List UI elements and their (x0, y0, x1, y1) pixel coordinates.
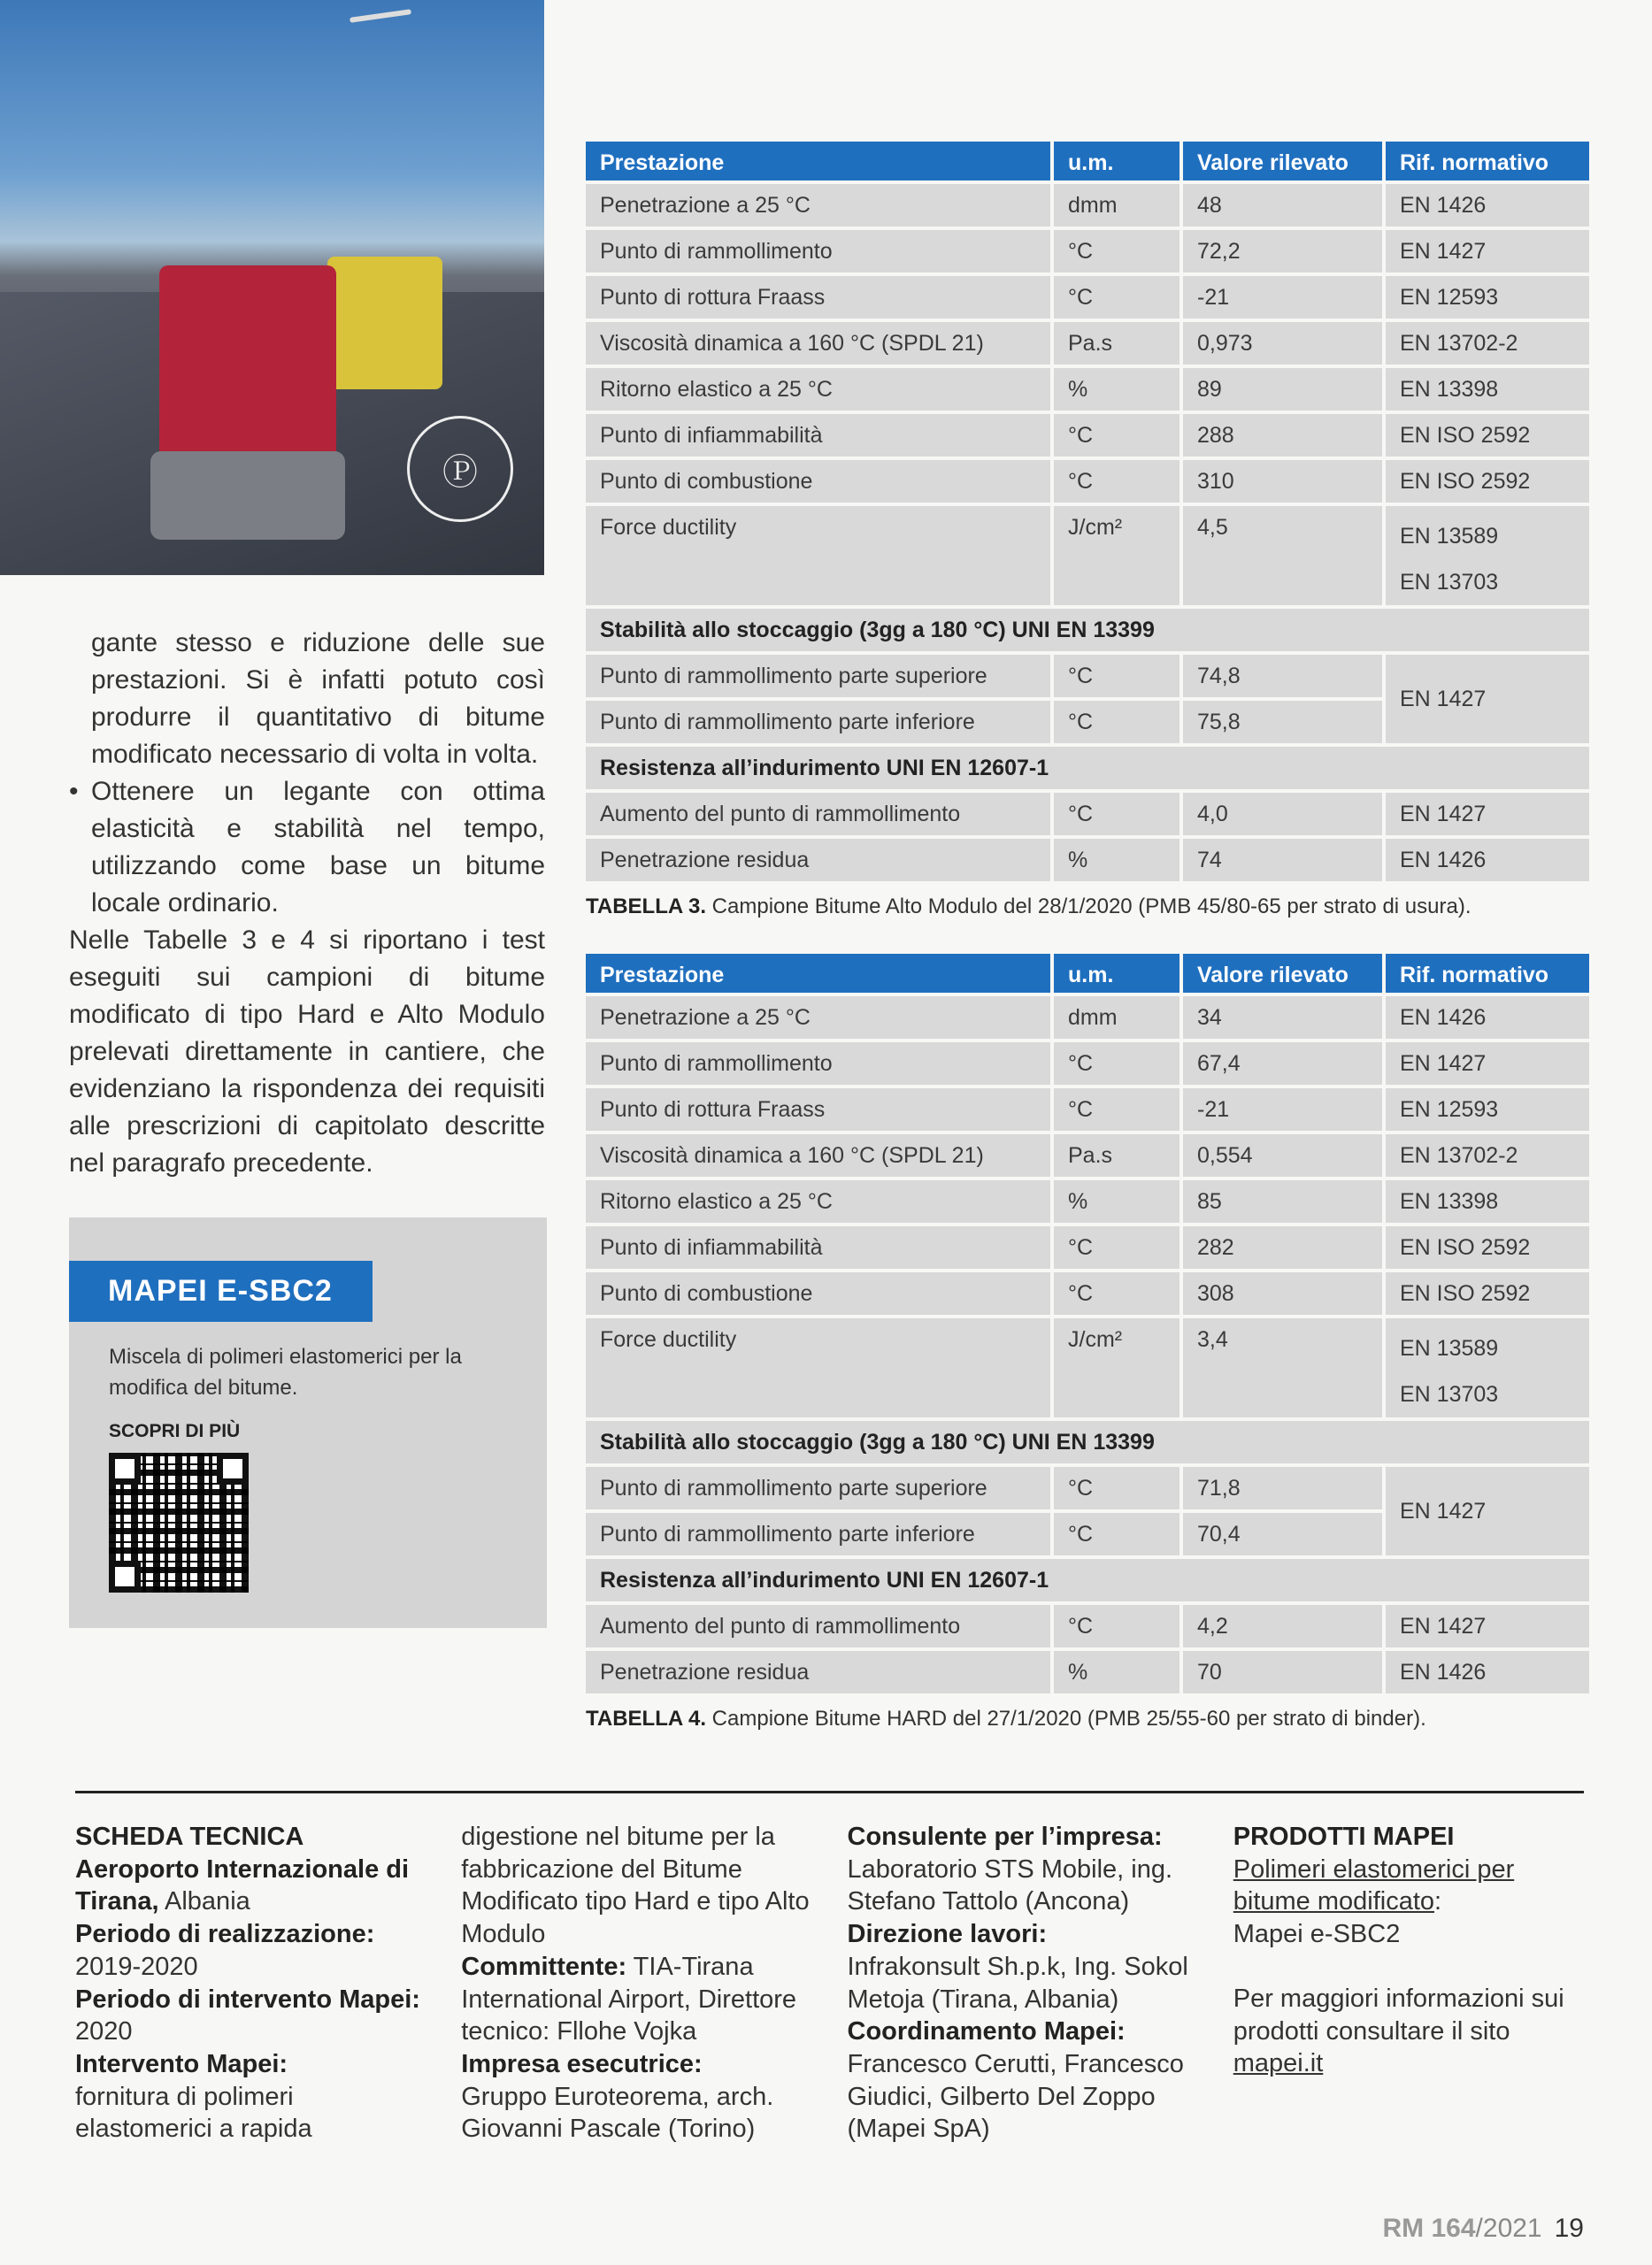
table-cell: 67,4 (1183, 1042, 1382, 1085)
discover-more-label: SCOPRI DI PIÙ (109, 1421, 241, 1441)
table-cell: EN ISO 2592 (1386, 1272, 1589, 1315)
column-header: u.m. (1054, 142, 1179, 180)
table-cell: 0,554 (1183, 1134, 1382, 1177)
table-cell: % (1054, 368, 1179, 411)
table-cell: Punto di rammollimento parte inferiore (586, 701, 1050, 743)
roller-red (159, 265, 336, 513)
table-cell: EN 1426 (1386, 1651, 1589, 1693)
paragraph: Nelle Tabelle 3 e 4 si riportano i test eseguiti sui campioni di bitume modificato di tipo Hard e Alto Modulo prelevati direttamente in cantiere, che evidenziano la rispondenza dei requisiti alle prescrizioni di capitolato descritte nel paragrafo precedente. (69, 925, 545, 1178)
products-link[interactable]: Polimeri elastomerici per bitume modificato (1233, 1854, 1515, 1916)
table-row (586, 1272, 1589, 1315)
table-cell: EN ISO 2592 (1386, 1226, 1589, 1269)
table-cell: EN ISO 2592 (1386, 414, 1589, 457)
table-row (586, 1134, 1589, 1177)
table-cell: % (1054, 839, 1179, 881)
table-cell: °C (1054, 655, 1179, 697)
table-cell: -21 (1183, 276, 1382, 319)
table-cell: Punto di infiammabilità (586, 414, 1050, 457)
table-cell: 4,0 (1183, 793, 1382, 835)
paragraph: gante stesso e riduzione delle sue prestazioni. Si è infatti potuto così produrre il quantitativo di bitume modificato necessario di volta in volta. (91, 628, 545, 769)
column-header: Rif. normativo (1386, 142, 1589, 180)
table-cell: 70,4 (1183, 1513, 1382, 1555)
product-title: MAPEI E-SBC2 (69, 1261, 373, 1322)
table-cell: EN 13589 EN 13703 (1386, 506, 1589, 605)
table-cell: Pa.s (1054, 322, 1179, 365)
table-cell: °C (1054, 230, 1179, 273)
table-cell: -21 (1183, 1088, 1382, 1131)
table-cell: Punto di rammollimento (586, 230, 1050, 273)
table-cell: 310 (1183, 460, 1382, 503)
table-cell: 74 (1183, 839, 1382, 881)
table-cell: EN 1426 (1386, 996, 1589, 1039)
table-4-caption: TABELLA 4. Campione Bitume HARD del 27/1/2020 (PMB 25/55-60 per strato di binder). (586, 1707, 1426, 1731)
table-cell: °C (1054, 1088, 1179, 1131)
table-cell: 34 (1183, 996, 1382, 1039)
table-cell: °C (1054, 1467, 1179, 1509)
table-cell: °C (1054, 1042, 1179, 1085)
table-cell: Resistenza all’indurimento UNI EN 12607-1 (586, 1559, 1589, 1601)
table-cell: EN 12593 (1386, 1088, 1589, 1131)
table-cell: Penetrazione a 25 °C (586, 996, 1050, 1039)
table-row (586, 1180, 1589, 1223)
table-cell: 3,4 (1183, 1318, 1382, 1417)
table-cell: °C (1054, 1226, 1179, 1269)
table-row (586, 1088, 1589, 1131)
table-cell: Viscosità dinamica a 160 °C (SPDL 21) (586, 322, 1050, 365)
table-cell: 4,2 (1183, 1605, 1382, 1647)
table-cell: 89 (1183, 368, 1382, 411)
table-cell: 282 (1183, 1226, 1382, 1269)
roller-yellow (327, 257, 442, 389)
product-box (69, 1217, 547, 1628)
table-cell: Force ductility (586, 1318, 1050, 1417)
table-cell: EN 1426 (1386, 184, 1589, 226)
table-row (586, 368, 1589, 411)
table-cell: 308 (1183, 1272, 1382, 1315)
table-row (586, 839, 1589, 881)
technical-sheet: SCHEDA TECNICA Aeroporto Internazionale di Tirana, Albania Periodo di realizzazione: 2019-2020 Periodo di intervento Mapei: 2020 Intervento Mapei: fornitura di polimeri elastomerici a rapida digestione nel bitume per la fabbricazione del Bitume Modificato tipo Hard e tipo Alto Modulo Committente: TIA-Tirana International Airport, Direttore tecnico: Fllohe Vojka Impresa esecutrice: Gruppo Euroteorema, arch. Giovanni Pascale (Torino) Consulente per l’impresa: Laboratorio STS Mobile, ing. Stefano Tattolo (Ancona) Direzione lavori: Infrakonsult Sh.p.k, Ing. Sokol Metoja (Tirana, Albania) Coordinamento Mapei: Francesco Cerutti, Francesco Giudici, Gilberto Del Zoppo (Mapei SpA) PRODOTTI MAPEI Polimeri elastomerici per bitume modificato: Mapei e-SBC2 Per maggiori informazioni sui prodotti consultare il sito mapei.it (75, 1823, 1564, 2144)
table-cell: 74,8 (1183, 655, 1382, 697)
header-row (586, 142, 1589, 180)
euroteorema-logo: Ⓟ (407, 416, 513, 522)
scheda-title: SCHEDA TECNICA (75, 1823, 304, 1851)
table-cell: 48 (1183, 184, 1382, 226)
table-row (586, 230, 1589, 273)
section-row (586, 609, 1589, 651)
table-cell: 70 (1183, 1651, 1382, 1693)
table-cell: EN ISO 2592 (1386, 460, 1589, 503)
header-row (586, 954, 1589, 993)
table-cell: EN 1427 (1386, 793, 1589, 835)
table-row (586, 996, 1589, 1039)
table-cell: EN 1427 (1386, 230, 1589, 273)
table-cell: Aumento del punto di rammollimento (586, 793, 1050, 835)
table-cell: 72,2 (1183, 230, 1382, 273)
column-header: u.m. (1054, 954, 1179, 993)
table-cell: Punto di rammollimento parte inferiore (586, 1513, 1050, 1555)
column-header: Rif. normativo (1386, 954, 1589, 993)
table-cell: EN 1427 (1386, 655, 1589, 743)
product-description: Miscela di polimeri elastomerici per la modifica del bitume. (109, 1345, 462, 1400)
table-cell: Resistenza all’indurimento UNI EN 12607-1 (586, 747, 1589, 789)
table-cell: EN 1427 (1386, 1605, 1589, 1647)
table-cell: Aumento del punto di rammollimento (586, 1605, 1050, 1647)
tables-column (582, 138, 1584, 1732)
airplane (350, 9, 411, 23)
table-cell: Force ductility (586, 506, 1050, 605)
table-cell: dmm (1054, 184, 1179, 226)
table-cell: °C (1054, 1272, 1179, 1315)
table-cell: °C (1054, 460, 1179, 503)
table-row (586, 655, 1589, 697)
table-cell: °C (1054, 414, 1179, 457)
table-cell: Stabilità allo stoccaggio (3gg a 180 °C) UNI EN 13399 (586, 1421, 1589, 1463)
table-row (586, 793, 1589, 835)
table-cell: % (1054, 1180, 1179, 1223)
table-row (586, 276, 1589, 319)
table-cell: J/cm² (1054, 506, 1179, 605)
construction-photo (0, 0, 544, 575)
table-cell: 71,8 (1183, 1467, 1382, 1509)
column-header: Valore rilevato (1183, 142, 1382, 180)
table-cell: Punto di rammollimento parte superiore (586, 1467, 1050, 1509)
table-3 (582, 138, 1593, 885)
table-cell: EN 13589 EN 13703 (1386, 1318, 1589, 1417)
page-footer: RM 164/2021 19 (1382, 2214, 1584, 2243)
table-row (586, 322, 1589, 365)
table-cell: EN 12593 (1386, 276, 1589, 319)
table-cell: Punto di infiammabilità (586, 1226, 1050, 1269)
table-cell: EN 13702-2 (1386, 1134, 1589, 1177)
table-cell: Penetrazione residua (586, 1651, 1050, 1693)
table-cell: °C (1054, 793, 1179, 835)
table-row (586, 1605, 1589, 1647)
article-body (69, 625, 545, 1182)
table-cell: % (1054, 1651, 1179, 1693)
bullet-item: • Ottenere un legante con ottima elasticità e stabilità nel tempo, utilizzando come base un bitume locale ordinario. (69, 773, 545, 922)
section-row (586, 747, 1589, 789)
table-cell: °C (1054, 1605, 1179, 1647)
table-cell: Punto di rammollimento parte superiore (586, 655, 1050, 697)
section-row (586, 1421, 1589, 1463)
table-cell: °C (1054, 276, 1179, 319)
table-cell: EN 1427 (1386, 1467, 1589, 1555)
column-header: Prestazione (586, 954, 1050, 993)
table-cell: EN 13702-2 (1386, 322, 1589, 365)
table-row (586, 184, 1589, 226)
table-3-caption: TABELLA 3. Campione Bitume Alto Modulo del 28/1/2020 (PMB 45/80-65 per strato di usura). (586, 894, 1471, 918)
table-cell: °C (1054, 1513, 1179, 1555)
column-header: Valore rilevato (1183, 954, 1382, 993)
table-cell: 75,8 (1183, 701, 1382, 743)
section-row (586, 1559, 1589, 1601)
table-row (586, 1042, 1589, 1085)
table-cell: Punto di rammollimento (586, 1042, 1050, 1085)
table-row (586, 506, 1589, 605)
column-header: Prestazione (586, 142, 1050, 180)
qr-code[interactable] (109, 1453, 249, 1593)
table-cell: Viscosità dinamica a 160 °C (SPDL 21) (586, 1134, 1050, 1177)
table-row (586, 1226, 1589, 1269)
table-row (586, 1318, 1589, 1417)
table-row (586, 1651, 1589, 1693)
table-cell: EN 1426 (1386, 839, 1589, 881)
table-cell: Penetrazione a 25 °C (586, 184, 1050, 226)
table-cell: Punto di rottura Fraass (586, 276, 1050, 319)
mapei-site-link[interactable]: mapei.it (1233, 2049, 1324, 2078)
table-cell: 85 (1183, 1180, 1382, 1223)
table-cell: EN 13398 (1386, 368, 1589, 411)
page-number: 19 (1554, 2214, 1584, 2243)
table-cell: 0,973 (1183, 322, 1382, 365)
table-cell: Pa.s (1054, 1134, 1179, 1177)
table-4 (582, 950, 1593, 1697)
table-row (586, 414, 1589, 457)
table-cell: 4,5 (1183, 506, 1382, 605)
table-row (586, 460, 1589, 503)
table-cell: Punto di rottura Fraass (586, 1088, 1050, 1131)
table-cell: Stabilità allo stoccaggio (3gg a 180 °C) UNI EN 13399 (586, 609, 1589, 651)
table-cell: Penetrazione residua (586, 839, 1050, 881)
table-cell: EN 1427 (1386, 1042, 1589, 1085)
table-cell: Punto di combustione (586, 460, 1050, 503)
table-cell: 288 (1183, 414, 1382, 457)
table-cell: Ritorno elastico a 25 °C (586, 1180, 1050, 1223)
table-cell: EN 13398 (1386, 1180, 1589, 1223)
table-cell: Ritorno elastico a 25 °C (586, 368, 1050, 411)
table-cell: J/cm² (1054, 1318, 1179, 1417)
table-row (586, 1467, 1589, 1509)
left-column (69, 625, 547, 1628)
divider (75, 1791, 1584, 1793)
table-cell: Punto di combustione (586, 1272, 1050, 1315)
table-cell: dmm (1054, 996, 1179, 1039)
table-cell: °C (1054, 701, 1179, 743)
